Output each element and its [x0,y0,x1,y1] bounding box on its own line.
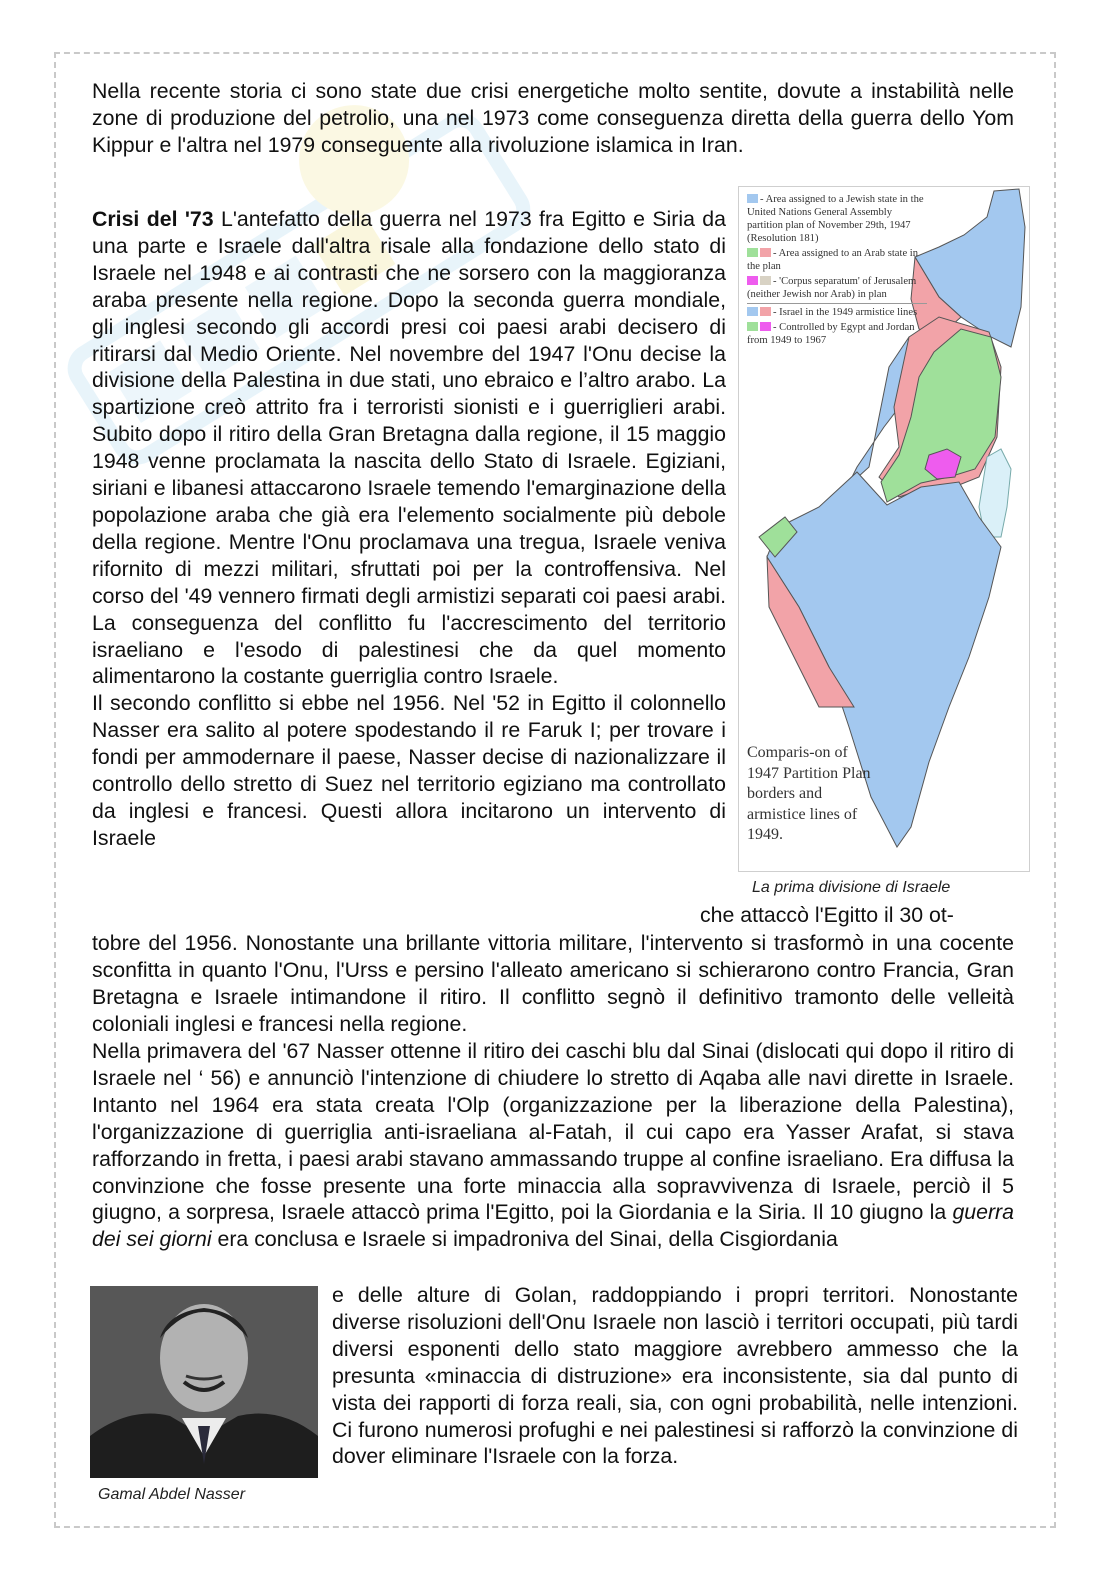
crisi-paragraph-1: L'antefatto della guerra nel 1973 fra Egitto e Siria da una parte e Israele dall'altra risale alla fondazione dello stato di Israele nel 1948 e ai contrasti che ne sorsero con la maggioranza araba presente nella regione. Dopo la seconda guerra mondiale, gli inglesi secondo gli accordi presi coi paesi arabi decisero di ritirarsi dal Medio Oriente. Nel novembre del 1947 l'Onu decise la divisione della Palestina in due stati, uno ebraico e l’altro arabo. La spartizione creò attrito fra i terroristi sionisti e i guerriglieri arabi. Subito dopo il ritiro della Gran Bretagna dalla regione, il 15 maggio 1948 venne proclamata la nascita dello Stato di Israele. Egiziani, siriani e libanesi attaccarono Israele temendo l'emarginazione della popolazione araba che già era l'elemento socialmente più debole della regione. Mentre l'Onu proclamava una tregua, Israele veniva rifornito di mezzi militari, sfruttati poi per la controffensiva. Nel corso del '49 vennero firmati degli armistizi separati coi paesi arabi. La conseguenza del conflitto fu l'accrescimento del territorio israeliano e l'esodo di palestinesi che da quel momento alimentarono la costante guerriglia contro Israele. [92,207,726,689]
crisi-paragraph-2: Il secondo conflitto si ebbe nel 1956. Nel '52 in Egitto il colonnello Nasser era salito al potere spodestando il re Faruk I; per trovare i fondi per ammodernare il paese, Nasser decise di nazionalizzare il controllo dello stretto di Suez nel territorio egiziano ma controllato da inglesi e francesi. Questi allora incitarono un intervento di Israele [92,691,726,850]
crisi-paragraph-2-cont: che attaccò l'Egitto il 30 ot- [700,903,954,927]
nasser-photo [90,1286,318,1478]
crisi-section [92,206,726,852]
crisi-paragraph-3: tobre del 1956. Nonostante una brillante vittoria militare, l'intervento si trasformò in una cocente sconfitta in quanto l'Onu, l'Urss e persino l'alleato americano si schierarono contro Francia, Gran Bretagna e Israele intimandone il ritiro. Il conflitto segnò il definitivo tramonto delle velleità coloniali inglesi e francesi nella regione. [92,931,1014,1036]
crisi-heading: Crisi del '73 [92,207,214,231]
six-day-war-term: guerra dei sei giorni [92,1200,1014,1252]
crisi-paragraph-5: e delle alture di Golan, raddoppiando i propri territori. Nonostante diverse risoluzioni dell'Onu Israele non lasciò i territori occupati, più tardi diversi esponenti dello stato maggiore avrebbero ammesso che la presunta «minaccia di distruzione» era inconsistente, sia dal punto di vista dei rapporti di forza reali, sia, con ogni probabilità, nelle intenzioni. Ci furono numerosi profughi e nei palestinesi si rafforzò la convinzione di dover eliminare l'Israele con la forza. [332,1283,1018,1469]
map-caption: La prima divisione di Israele [752,879,951,896]
map-legend: - Area assigned to a Jewish state in the United Nations General Assembly partition plan of November 29th, 1947 (Resolution 181) - Area assigned to an Arab state in the plan - 'Corpus separatum' of Jerusalem (neither Jewish nor Arab) in plan - Israel in the 1949 armistice lines - Controlled by Egypt and Jordan from 1949 to 1967 [747,193,927,349]
crisi-paragraph-4: Nella primavera del '67 Nasser ottenne il ritiro dei caschi blu dal Sinai (dislocati qui dopo il ritiro di Israele nel ‘ 56) e annunciò l'intenzione di chiudere lo stretto di Aqaba alle navi dirette in Israele. Intanto nel 1964 era stata creata l'Olp (organizzazione per la liberazione della Palestina), l'organizzazione di guerriglia anti-israeliana al-Fatah, il cui capo era Yasser Arafat, si stava rafforzando in fretta, i paesi arabi stavano ammassando truppe al confine israeliano. Era diffusa la convinzione che fosse presente una forte minaccia alla sopravvivenza di Israele, perciò il 5 giugno, a sorpresa, Israele attaccò prima l'Egitto, poi la Giordania e la Siria. Il 10 giugno la guerra dei sei giorni era conclusa e Israele si impadroniva del Sinai, della Cisgiordania [92,1039,1014,1252]
photo-caption: Gamal Abdel Nasser [98,1486,246,1503]
map-comparison-title: Comparis-on of 1947 Partition Plan borders and armistice lines of 1949. [747,744,871,844]
intro-paragraph: Nella recente storia ci sono state due crisi energetiche molto sentite, dovute a instabilità nelle zone di produzione del petrolio, una nel 1973 come conseguenza diretta della guerra dello Yom Kippur e l'altra nel 1979 conseguente alla rivoluzione islamica in Iran. [92,79,1014,157]
map-figure [738,186,1030,872]
